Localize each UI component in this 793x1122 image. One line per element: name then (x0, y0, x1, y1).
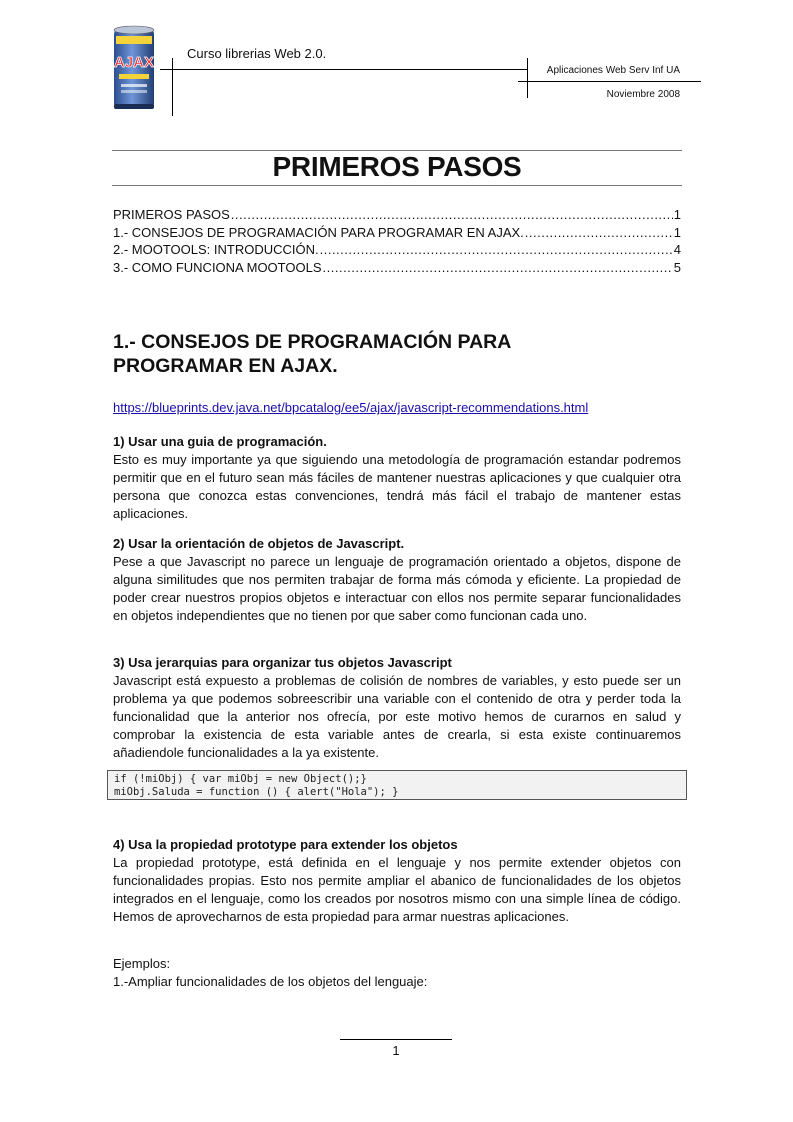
tip-1 (113, 433, 681, 523)
examples-item: 1.-Ampliar funcionalidades de los objetos del lenguaje: (113, 974, 428, 989)
tip-3 (113, 654, 681, 762)
tip-heading: 3) Usa jerarquias para organizar tus objetos Javascript (113, 655, 452, 670)
toc-entry-label: 2.- MOOTOOLS: INTRODUCCIÓN. (113, 242, 319, 257)
reference-link[interactable]: https://blueprints.dev.java.net/bpcatalog/ee5/ajax/javascript-recommendations.html (113, 400, 589, 415)
examples-block (113, 955, 681, 991)
header-divider-left (172, 58, 173, 116)
tip-2 (113, 535, 681, 625)
tip-body: Javascript está expuesto a problemas de colisión de nombres de variables, y esto puede ser un problema ya que podemos sobreescribir una variable con el contenido de otra y perder toda la funcionalidad que la anterior nos ofrecía, por este motivo hemos de curarnos en salud y comprobar la existencia de esta variable antes de crearla, si esta existe continuaremos añadiendole funcionalidades a la ya existente. (113, 673, 681, 760)
title-rule-bottom (112, 185, 682, 186)
page-title: PRIMEROS PASOS (272, 151, 522, 182)
section-heading-line2: PROGRAMAR EN AJAX. (113, 355, 338, 377)
toc-entry-page: 1 (673, 224, 681, 240)
tip-body: La propiedad prototype, está definida en el lenguaje y nos permite extender objetos con funcionalidades propias. Esto nos permite ampliar el abanico de funcionalidades de los objetos integrados en el lenguaje, como los creados por nosotros mismo con una simple línea de código. Hemos de aprovecharnos de esta propiedad para armar nuestras aplicaciones. (113, 855, 681, 924)
header-rule-right (518, 81, 701, 82)
table-of-contents (113, 207, 681, 277)
toc-leader-dots (323, 260, 673, 275)
toc-entry[interactable] (113, 207, 681, 225)
tip-heading: 4) Usa la propiedad prototype para extender los objetos (113, 837, 458, 852)
tip-body: Pese a que Javascript no parece un lenguaje de programación orientado a objetos, dispone de alguna similitudes que nos permiten trabajar de forma más cómoda y eficiente. La propiedad de poder crear nuestros propios objetos e interactuar con ellos nos permite separar funcionalidades en objetos independientes que no tienen por que saber como funcionan cada uno. (113, 554, 681, 623)
code-line: miObj.Saluda = function () { alert("Hola"); } (114, 786, 399, 798)
toc-entry-page: 5 (673, 259, 681, 275)
toc-entry-label: PRIMEROS PASOS (113, 207, 230, 222)
ajax-can-logo (112, 24, 156, 112)
toc-leader-dots (525, 225, 673, 240)
code-snippet (107, 770, 687, 800)
toc-leader-dots (320, 242, 673, 257)
code-line: if (!miObj) { var miObj = new Object();} (114, 773, 367, 785)
toc-entry[interactable] (113, 260, 681, 278)
header-date: Noviembre 2008 (606, 89, 680, 100)
tip-4 (113, 836, 681, 926)
toc-entry-label: 1.- CONSEJOS DE PROGRAMACIÓN PARA PROGRAMAR EN AJAX. (113, 224, 524, 240)
header-course-title: Curso librerias Web 2.0. (187, 46, 327, 61)
svg-text:AJAX: AJAX (113, 54, 155, 71)
examples-label: Ejemplos: (113, 956, 171, 971)
toc-entry-page: 4 (673, 242, 681, 257)
toc-entry-label: 3.- COMO FUNCIONA MOOTOOLS (113, 259, 322, 275)
toc-entry-page: 1 (673, 207, 681, 222)
toc-leader-dots (231, 207, 673, 222)
toc-entry[interactable] (113, 225, 681, 243)
header-rule-top (160, 69, 528, 70)
section-heading (113, 330, 673, 378)
tip-heading: 1) Usar una guia de programación. (113, 434, 327, 449)
header-divider-right (527, 58, 528, 98)
tip-body: Esto es muy importante ya que siguiendo una metodología de programación estandar podremos permitir que en el futuro sean más fáciles de mantener nuestras aplicaciones y que cualquier otra persona que conozca estas convenciones, tendrá más fácil el trabajo de mantener estas aplicaciones. (113, 452, 681, 521)
footer-rule (340, 1039, 452, 1040)
page-number: 1 (392, 1043, 400, 1058)
tip-heading: 2) Usar la orientación de objetos de Javascript. (113, 536, 405, 551)
toc-entry[interactable] (113, 242, 681, 260)
section-heading-line1: 1.- CONSEJOS DE PROGRAMACIÓN PARA (113, 331, 512, 353)
header-org: Aplicaciones Web Serv Inf UA (546, 65, 680, 76)
